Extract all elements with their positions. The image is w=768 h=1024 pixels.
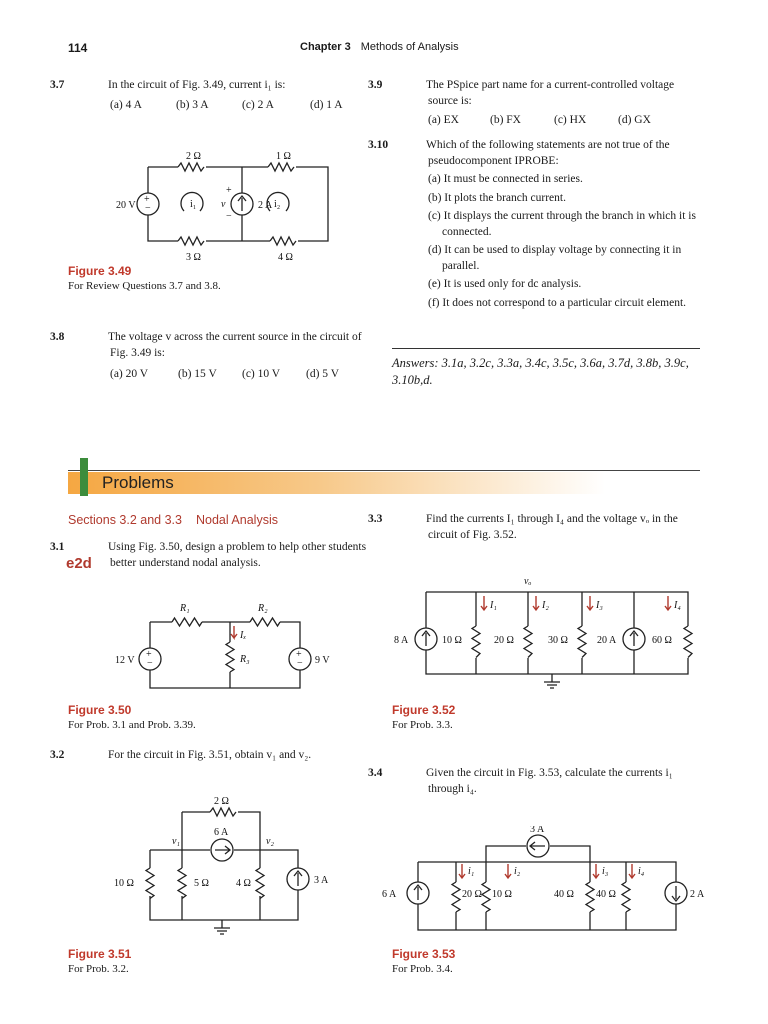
list-item: (f) It does not correspond to a particular circuit element. xyxy=(428,296,687,309)
figure-caption: For Prob. 3.3. xyxy=(392,719,453,732)
banner-accent xyxy=(80,458,88,496)
list-item: (d) It can be used to display voltage by connecting it in parallel. xyxy=(428,244,682,272)
label-i4: I₄ xyxy=(674,600,681,611)
label-5ohm: 5 Ω xyxy=(194,878,209,889)
section-number: Sections 3.2 and 3.3 xyxy=(68,513,182,527)
label-3a: 3 A xyxy=(314,875,329,886)
option-b: (b) 15 V xyxy=(178,368,217,381)
figure-3-51-circuit xyxy=(110,792,360,942)
problem-stem: Given the circuit in Fig. 3.53, calculate the currents i₁ through i₄. xyxy=(426,767,673,795)
label-ix: Iₓ xyxy=(240,630,247,641)
figure-title: Figure 3.53 xyxy=(392,947,456,961)
label-6a: 6 A xyxy=(382,889,397,900)
ground-icon xyxy=(544,674,560,688)
label-4ohm: 4 Ω xyxy=(236,878,251,889)
label-i2: i₂ xyxy=(514,866,521,877)
running-header xyxy=(300,40,459,55)
label-i4: i₄ xyxy=(638,866,645,877)
figure-3-51-caption xyxy=(68,946,131,977)
label-3ohm: 3 Ω xyxy=(186,252,201,263)
review-question-3-7 xyxy=(50,78,380,113)
problems-heading: Problems xyxy=(102,473,174,492)
label-i3: i₃ xyxy=(602,866,609,877)
section-title: Nodal Analysis xyxy=(195,513,278,527)
label-minus: − xyxy=(226,211,232,222)
label-i1: i₁ xyxy=(468,866,475,877)
label-vo: vₒ xyxy=(524,576,532,587)
label-4ohm: 4 Ω xyxy=(278,252,293,263)
label-plus: + xyxy=(226,185,232,196)
problem-number: 3.3 xyxy=(368,513,383,525)
option-d: (d) GX xyxy=(618,114,651,127)
review-question-3-10 xyxy=(368,138,700,311)
review-question-3-9 xyxy=(368,78,698,129)
figure-title: Figure 3.50 xyxy=(68,703,132,717)
label-2ohm: 2 Ω xyxy=(214,796,229,807)
section-heading xyxy=(68,512,278,529)
label-10ohm: 10 Ω xyxy=(492,889,512,900)
label-i2: i₂ xyxy=(274,199,281,210)
question-number: 3.10 xyxy=(368,139,389,151)
label-12v: 12 V xyxy=(115,655,135,666)
chapter-title: Methods of Analysis xyxy=(360,41,459,53)
plus-sign: + xyxy=(144,194,150,205)
label-20ohm: 20 Ω xyxy=(494,635,514,646)
problem-number: 3.4 xyxy=(368,767,383,779)
label-2a: 2 A xyxy=(258,200,273,211)
question-stem: Which of the following statements are not true of the pseudocomponent IPROBE: xyxy=(426,139,670,167)
label-3a: 3 A xyxy=(530,826,545,835)
ground-icon xyxy=(214,920,230,934)
label-30ohm: 30 Ω xyxy=(548,635,568,646)
option-a: (a) EX xyxy=(428,114,459,127)
figure-caption: For Prob. 3.4. xyxy=(392,963,453,976)
label-r1: R₁ xyxy=(180,603,190,614)
svg-text:−: − xyxy=(147,658,153,669)
option-b: (b) FX xyxy=(490,114,521,127)
option-c: (c) 2 A xyxy=(242,98,274,111)
option-d: (d) 1 A xyxy=(310,98,343,111)
label-i3: I₃ xyxy=(596,600,603,611)
problem-3-2 xyxy=(50,748,370,764)
label-40ohm: 40 Ω xyxy=(596,889,616,900)
label-i2: I₂ xyxy=(542,600,549,611)
label-r3: R₃ xyxy=(240,654,250,665)
list-item: (a) It must be connected in series. xyxy=(428,173,583,186)
problem-number: 3.1 xyxy=(50,541,65,553)
svg-text:+: + xyxy=(146,649,152,660)
question-stem: In the circuit of Fig. 3.49, current i₁ is: xyxy=(108,79,286,91)
label-8a: 8 A xyxy=(394,635,409,646)
figure-caption: For Review Questions 3.7 and 3.8. xyxy=(68,280,221,293)
problem-number: 3.2 xyxy=(50,749,65,761)
label-r2: R₂ xyxy=(258,603,268,614)
review-question-3-8 xyxy=(50,330,380,383)
label-10ohm: 10 Ω xyxy=(442,635,462,646)
label-1ohm: 1 Ω xyxy=(276,151,291,162)
option-c: (c) 10 V xyxy=(242,368,281,381)
option-a: (a) 4 A xyxy=(110,98,142,111)
answers-block: Answers: 3.1a, 3.2c, 3.3a, 3.4c, 3.5c, 3.6a, 3.7d, 3.8b, 3.9c, 3.10b,d. xyxy=(392,348,700,389)
svg-text:+: + xyxy=(296,649,302,660)
label-60ohm: 60 Ω xyxy=(652,635,672,646)
label-v: v xyxy=(221,199,226,210)
label-9v: 9 V xyxy=(315,655,330,666)
option-a: (a) 20 V xyxy=(110,368,149,381)
current-arrows xyxy=(481,596,671,610)
list-item: (c) It displays the current through the branch in which it is connected. xyxy=(428,210,696,238)
figure-3-52-caption xyxy=(392,702,455,733)
option-b: (b) 3 A xyxy=(176,98,209,111)
figure-3-52-circuit xyxy=(392,570,702,700)
label-v2: v₂ xyxy=(266,836,274,847)
problem-stem: For the circuit in Fig. 3.51, obtain v₁ and v₂. xyxy=(108,749,312,761)
label-20ohm: 20 Ω xyxy=(462,889,482,900)
figure-caption: For Prob. 3.1 and Prob. 3.39. xyxy=(68,719,196,732)
page-number: 114 xyxy=(68,41,88,55)
figure-title: Figure 3.52 xyxy=(392,703,456,717)
problem-3-3 xyxy=(368,512,698,543)
problem-stem: Find the currents I₁ through I₄ and the voltage vₒ in the circuit of Fig. 3.52. xyxy=(426,513,678,541)
problem-3-4 xyxy=(368,766,698,797)
question-stem: The voltage v across the current source in the circuit of Fig. 3.49 is: xyxy=(108,331,362,359)
figure-3-49-circuit xyxy=(108,145,348,263)
question-stem: The PSpice part name for a current-controlled voltage source is: xyxy=(426,79,675,107)
label-40ohm: 40 Ω xyxy=(554,889,574,900)
figure-caption: For Prob. 3.2. xyxy=(68,963,129,976)
question-number: 3.7 xyxy=(50,79,65,91)
current-arrow-icon xyxy=(231,626,237,638)
problems-banner xyxy=(68,470,700,496)
list-item: (e) It is used only for dc analysis. xyxy=(428,278,582,291)
question-number: 3.8 xyxy=(50,331,65,343)
figure-3-53-caption xyxy=(392,946,455,977)
e2d-icon: e2d xyxy=(66,555,92,572)
option-d: (d) 5 V xyxy=(306,368,340,381)
minus-sign: − xyxy=(145,203,151,214)
label-i1: i₁ xyxy=(190,199,197,210)
label-6a: 6 A xyxy=(214,827,229,838)
label-20a: 20 A xyxy=(597,635,617,646)
label-20v: 20 V xyxy=(116,200,136,211)
figure-title: Figure 3.51 xyxy=(68,947,132,961)
label-i1: I₁ xyxy=(490,600,497,611)
figure-3-49-caption xyxy=(68,263,221,294)
label-10ohm: 10 Ω xyxy=(114,878,134,889)
figure-3-50-caption xyxy=(68,702,196,733)
question-number: 3.9 xyxy=(368,79,383,91)
figure-3-50-circuit xyxy=(110,598,360,698)
label-v1: v₁ xyxy=(172,836,180,847)
figure-3-53-circuit xyxy=(376,826,706,946)
svg-text:−: − xyxy=(297,658,303,669)
problem-stem: Using Fig. 3.50, design a problem to help other students better understand nodal analysis. xyxy=(108,541,367,569)
figure-title: Figure 3.49 xyxy=(68,264,132,278)
label-2a: 2 A xyxy=(690,889,705,900)
chapter-label: Chapter 3 xyxy=(300,41,351,53)
label-2ohm: 2 Ω xyxy=(186,151,201,162)
list-item: (b) It plots the branch current. xyxy=(428,191,566,204)
option-c: (c) HX xyxy=(554,114,587,127)
